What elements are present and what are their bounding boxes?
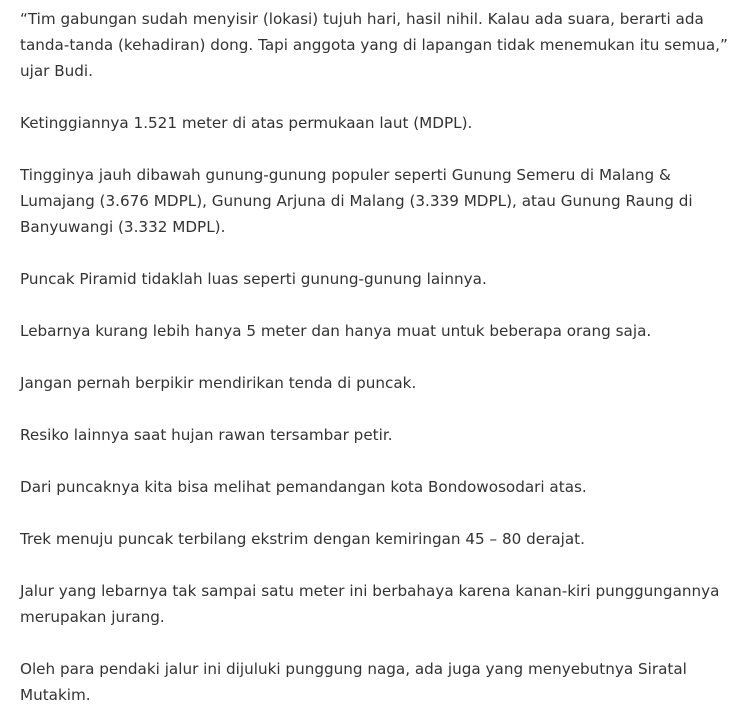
paragraph-slope: Trek menuju puncak terbilang ekstrim dengan kemiringan 45 – 80 derajat. [20,530,585,548]
paragraph-elevation: Ketinggiannya 1.521 meter di atas permukaan laut (MDPL). [20,114,473,132]
paragraph-comparison: Tingginya jauh dibawah gunung-gunung populer seperti Gunung Semeru di Malang & Lumajang (3.676 MDPL), Gunung Arjuna di Malang (3.339 MDPL), atau Gunung Raung di Banyuwangi (3.332 MDPL). [20,166,693,236]
paragraph-view: Dari puncaknya kita bisa melihat pemandangan kota Bondowosodari atas. [20,478,587,496]
article-body [20,6,732,708]
paragraph-summit-size: Puncak Piramid tidaklah luas seperti gunung-gunung lainnya. [20,270,487,288]
paragraph-lightning-risk: Resiko lainnya saat hujan rawan tersambar petir. [20,426,393,444]
paragraph-dragon-ridge: Oleh para pendaki jalur ini dijuluki punggung naga, ada juga yang menyebutnya Siratal Mutakim. [20,660,687,704]
paragraph-no-tent: Jangan pernah berpikir mendirikan tenda di puncak. [20,374,417,392]
paragraph-quote-budi: “Tim gabungan sudah menyisir (lokasi) tujuh hari, hasil nihil. Kalau ada suara, berarti ada tanda-tanda (kehadiran) dong. Tapi anggota yang di lapangan tidak menemukan itu semua,” ujar Budi. [20,10,728,80]
paragraph-trail-danger: Jalur yang lebarnya tak sampai satu meter ini berbahaya karena kanan-kiri punggungannya merupakan jurang. [20,582,720,626]
paragraph-summit-width: Lebarnya kurang lebih hanya 5 meter dan hanya muat untuk beberapa orang saja. [20,322,652,340]
